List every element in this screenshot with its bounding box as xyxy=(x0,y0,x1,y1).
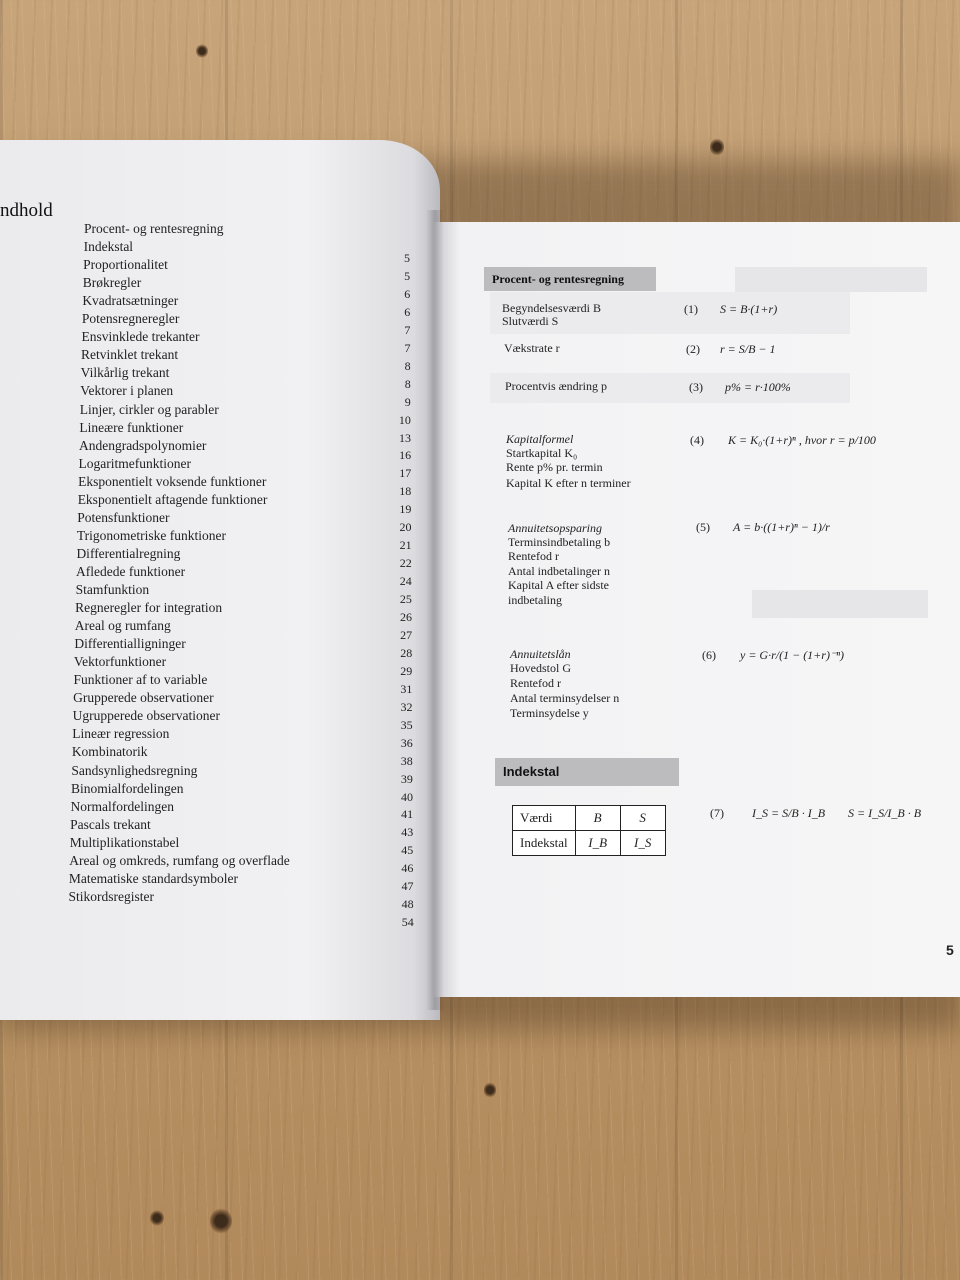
toc-item: Differentialligninger xyxy=(74,636,186,652)
formula-7b: S = I_S/I_B · B xyxy=(848,806,922,820)
toc-item: Vilkårlig trekant xyxy=(80,365,170,381)
toc-heading: ndhold xyxy=(0,200,53,221)
toc-item: Sandsynlighedsregning xyxy=(71,762,198,778)
label-kapital-k: Kapital K efter n terminer xyxy=(506,476,631,490)
toc-page-number: 8 xyxy=(404,376,411,391)
label-annuitetsopsparing: Annuitetsopsparing xyxy=(508,521,603,535)
page-number: 5 xyxy=(946,942,954,958)
toc-item: Lineær regression xyxy=(72,726,170,742)
toc-page-number: 9 xyxy=(404,394,411,409)
label-rentefod-2: Rentefod r xyxy=(510,676,561,690)
toc-page-number: 7 xyxy=(404,340,411,355)
toc-item: Eksponentielt aftagende funktioner xyxy=(77,491,268,507)
toc-item: Ugrupperede observationer xyxy=(72,708,220,724)
toc-item: Procent- og rentesregning xyxy=(84,221,224,236)
formula-number-1: (1) xyxy=(684,302,698,316)
toc-item: Vektorer i planen xyxy=(80,383,174,399)
formula-1: S = B·(1+r) xyxy=(720,302,778,316)
formula-3: p% = r·100% xyxy=(725,380,791,394)
formula-number-5: (5) xyxy=(696,520,710,534)
toc-page-number: 25 xyxy=(399,592,412,607)
toc-page-number: 6 xyxy=(404,304,411,319)
label-kapital-a: Kapital A efter sidste xyxy=(508,578,609,592)
toc-item: Areal og rumfang xyxy=(74,618,171,634)
toc-item: Logaritmefunktioner xyxy=(78,455,191,471)
table-cell: I_S xyxy=(620,831,665,856)
toc-page-number: 46 xyxy=(401,861,414,876)
table-cell: S xyxy=(620,806,665,831)
table-cell: Værdi xyxy=(513,806,576,831)
label-antal-indbetalinger: Antal indbetalinger n xyxy=(508,564,610,578)
toc-page-number: 40 xyxy=(401,789,413,804)
toc-page-number: 20 xyxy=(399,520,412,535)
toc-page-number: 32 xyxy=(400,699,413,714)
formula-5: A = b·((1+r)ⁿ − 1)/r xyxy=(733,520,830,534)
toc-page-number: 38 xyxy=(400,753,413,768)
formula-number-6: (6) xyxy=(702,648,716,662)
label-terminsydelse: Terminsydelse y xyxy=(510,706,589,720)
label-kapitalformel: Kapitalformel xyxy=(506,432,574,446)
toc-item: Linjer, cirkler og parabler xyxy=(79,401,219,417)
book-gutter xyxy=(426,210,444,1010)
label-hovedstol: Hovedstol G xyxy=(510,661,571,675)
toc-page-number: 45 xyxy=(401,843,414,858)
toc-page-number: 43 xyxy=(401,825,414,840)
toc-page-number: 13 xyxy=(399,430,411,445)
formula-number-3: (3) xyxy=(689,380,703,394)
toc-page-number: 16 xyxy=(399,448,412,463)
toc-page-number: 19 xyxy=(399,502,412,517)
formula-number-2: (2) xyxy=(686,342,700,356)
toc-page-number: 48 xyxy=(401,897,414,912)
toc-page-number: 24 xyxy=(399,574,412,589)
toc-page-number: 35 xyxy=(400,717,413,732)
toc-item: Lineære funktioner xyxy=(79,419,184,435)
toc-item: Retvinklet trekant xyxy=(81,347,179,363)
label-terminsindbetaling: Terminsindbetaling b xyxy=(508,535,611,549)
toc-item: Matematiske standardsymboler xyxy=(68,870,238,886)
toc-item: Normalfordelingen xyxy=(70,798,175,814)
toc-page-number: 22 xyxy=(399,556,412,571)
toc-item: Andengradspolynomier xyxy=(78,437,207,453)
label-indbetaling: indbetaling xyxy=(508,593,562,607)
toc-item: Vektorfunktioner xyxy=(73,654,167,670)
label-slutvaerdi: Slutværdi S xyxy=(502,314,559,328)
toc-page-number: 10 xyxy=(398,412,411,427)
toc-page-number: 54 xyxy=(401,915,414,930)
toc-item: Ensvinklede trekanter xyxy=(81,329,200,345)
label-rente: Rente p% pr. termin xyxy=(506,460,603,474)
toc-page-number: 47 xyxy=(401,879,414,894)
label-rentefod: Rentefod r xyxy=(508,549,559,563)
label-annuitetslaan: Annuitetslån xyxy=(510,647,571,661)
toc-item: Areal og omkreds, rumfang og overflade xyxy=(69,852,290,868)
toc-page-number: 41 xyxy=(401,807,414,822)
section-title-indekstal: Indekstal xyxy=(495,758,679,786)
left-page xyxy=(0,140,440,1020)
toc-page-number: 36 xyxy=(400,735,413,750)
formula-4: K = K₀·(1+r)ⁿ , hvor r = p/100 xyxy=(728,433,876,447)
toc-item: Brøkregler xyxy=(82,275,142,291)
toc-item: Multiplikationstabel xyxy=(69,834,180,850)
formula-7a: I_S = S/B · I_B xyxy=(752,806,826,820)
wood-knot xyxy=(484,1082,496,1098)
toc-item: Differentialregning xyxy=(76,545,181,561)
formula-number-4: (4) xyxy=(690,433,704,447)
table-cell: I_B xyxy=(575,831,620,856)
toc-item: Stikordsregister xyxy=(68,888,154,904)
toc-item: Stamfunktion xyxy=(75,582,150,597)
toc-item: Kvadratsætninger xyxy=(82,293,179,309)
faint-bleed-through-box xyxy=(735,267,927,292)
label-startkapital: Startkapital K₀ xyxy=(506,446,578,460)
toc-page-number: 5 xyxy=(404,268,411,283)
formula-number-7: (7) xyxy=(710,806,724,820)
label-procentvis-aendring: Procentvis ændring p xyxy=(505,379,607,393)
toc-page-number: 39 xyxy=(400,771,413,786)
formula-6: y = G·r/(1 − (1+r)⁻ⁿ) xyxy=(740,648,845,662)
toc-page-number: 27 xyxy=(400,627,413,642)
toc-item: Kombinatorik xyxy=(71,744,148,760)
index-table xyxy=(512,805,666,856)
table-row xyxy=(513,831,666,856)
toc-item: Grupperede observationer xyxy=(73,690,214,706)
toc-page-number: 28 xyxy=(400,645,413,660)
toc-item: Binomialfordelingen xyxy=(70,780,184,796)
toc-item: Pascals trekant xyxy=(70,816,151,832)
toc-item: Potensfunktioner xyxy=(77,509,170,525)
faint-bleed-through-box xyxy=(752,590,928,618)
toc-page-number: 7 xyxy=(404,322,411,337)
toc-page-number: 8 xyxy=(404,358,411,373)
formula-2: r = S/B − 1 xyxy=(720,342,776,356)
wood-knot xyxy=(710,138,724,156)
toc-item: Indekstal xyxy=(83,239,134,255)
toc-item: Eksponentielt voksende funktioner xyxy=(78,473,267,489)
toc-page-number: 31 xyxy=(400,681,413,696)
wood-knot xyxy=(150,1210,164,1226)
toc-item: Afledede funktioner xyxy=(76,563,186,579)
label-vaekstrate: Vækstrate r xyxy=(504,341,560,355)
toc-page-number: 21 xyxy=(399,538,412,553)
wood-knot xyxy=(196,44,208,58)
toc-item: Funktioner af to variable xyxy=(73,672,208,688)
label-antal-terminsydelser: Antal terminsydelser n xyxy=(510,691,620,705)
toc-item: Proportionalitet xyxy=(83,257,168,273)
table-row xyxy=(513,806,666,831)
section-title-procent: Procent- og rentesregning xyxy=(484,267,656,291)
label-begyndelsesvaerdi: Begyndelsesværdi B xyxy=(502,301,601,315)
toc-item: Potensregneregler xyxy=(81,311,180,327)
toc-item: Trigonometriske funktioner xyxy=(76,527,226,543)
wood-knot xyxy=(210,1208,232,1234)
toc-page-number: 17 xyxy=(399,466,412,481)
toc-page-number: 26 xyxy=(400,610,412,624)
toc-page-number: 5 xyxy=(404,251,410,265)
table-cell: B xyxy=(575,806,620,831)
toc-page-number: 29 xyxy=(400,663,413,678)
toc-page-number: 6 xyxy=(404,286,411,301)
toc-item: Regneregler for integration xyxy=(75,600,223,616)
table-cell: Indekstal xyxy=(513,831,576,856)
toc-page-number: 18 xyxy=(399,484,412,499)
